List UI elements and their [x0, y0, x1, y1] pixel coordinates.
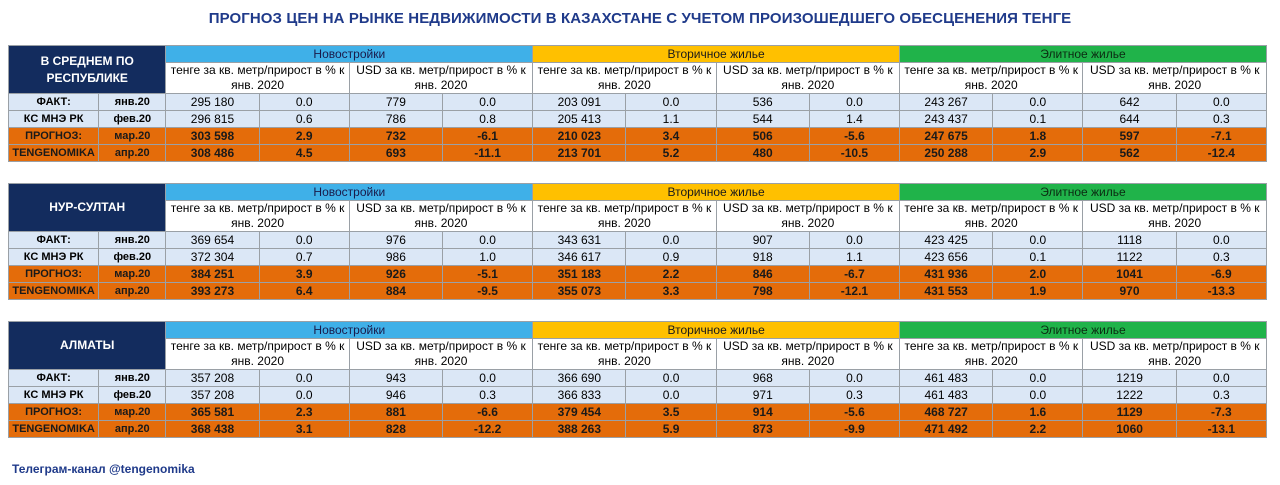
- table-cell: 873: [716, 421, 809, 438]
- table-cell: 343 631: [533, 232, 626, 249]
- table-row: [9, 249, 1267, 266]
- subheader-kzt: тенге за кв. метр/прирост в % к янв. 2020: [533, 339, 716, 370]
- table-row: [9, 404, 1267, 421]
- table-row: [9, 421, 1267, 438]
- table-cell: 2.0: [993, 266, 1083, 283]
- table-cell: 1219: [1083, 370, 1176, 387]
- table-cell: -9.5: [442, 283, 532, 300]
- table-cell: 461 483: [900, 387, 993, 404]
- table-cell: -5.6: [809, 128, 899, 145]
- table-cell: 0.0: [626, 94, 716, 111]
- table-cell: 0.0: [443, 370, 533, 387]
- subheader-usd: USD за кв. метр/прирост в % к янв. 2020: [716, 339, 899, 370]
- subheader-kzt: тенге за кв. метр/прирост в % к янв. 2020: [166, 339, 349, 370]
- table-cell: 461 483: [900, 370, 993, 387]
- row-source-label: КС МНЭ РК: [9, 111, 99, 128]
- table-cell: -5.6: [809, 404, 899, 421]
- table-cell: 368 438: [166, 421, 259, 438]
- row-source-label: TENGENOMIKA: [9, 421, 99, 438]
- subheader-kzt: тенге за кв. метр/прирост в % к янв. 2020: [900, 201, 1083, 232]
- table-cell: 0.8: [442, 111, 532, 128]
- row-month: янв.20: [99, 232, 166, 249]
- table-cell: 907: [716, 232, 809, 249]
- table-cell: 0.0: [259, 370, 349, 387]
- table-cell: 0.1: [993, 111, 1083, 128]
- subheader-kzt: тенге за кв. метр/прирост в % к янв. 2020: [533, 201, 716, 232]
- table-cell: 250 288: [900, 145, 993, 162]
- table-cell: 1.9: [993, 283, 1083, 300]
- table-cell: 351 183: [533, 266, 626, 283]
- table-cell: 732: [349, 128, 442, 145]
- region-name: НУР-СУЛТАН: [9, 184, 166, 232]
- table-cell: 471 492: [900, 421, 993, 438]
- table-cell: 642: [1083, 94, 1176, 111]
- table-cell: 1122: [1083, 249, 1176, 266]
- table-cell: 918: [716, 249, 809, 266]
- table-cell: 5.2: [626, 145, 716, 162]
- table-cell: 0.3: [1176, 111, 1266, 128]
- table-cell: 384 251: [166, 266, 259, 283]
- row-source-label: ФАКТ:: [9, 94, 99, 111]
- table-cell: 0.0: [626, 370, 716, 387]
- table-cell: 1.4: [809, 111, 899, 128]
- table-cell: 480: [716, 145, 809, 162]
- table-cell: 203 091: [533, 94, 626, 111]
- table-cell: 213 701: [533, 145, 626, 162]
- row-month: апр.20: [99, 421, 166, 438]
- row-source-label: ПРОГНОЗ:: [9, 266, 99, 283]
- table-cell: 0.3: [1176, 387, 1266, 404]
- table-cell: 303 598: [166, 128, 259, 145]
- table-cell: -12.2: [443, 421, 533, 438]
- table-cell: 0.3: [1176, 249, 1266, 266]
- table-cell: 379 454: [533, 404, 626, 421]
- table-cell: 1.0: [442, 249, 532, 266]
- table-cell: 976: [349, 232, 442, 249]
- table-cell: 3.4: [626, 128, 716, 145]
- subheader-kzt: тенге за кв. метр/прирост в % к янв. 2020: [900, 339, 1083, 370]
- table-cell: 296 815: [166, 111, 259, 128]
- table-cell: -12.1: [809, 283, 899, 300]
- table-cell: 366 690: [533, 370, 626, 387]
- row-month: янв.20: [99, 94, 166, 111]
- category-header-elitnoe: Элитное жилье: [900, 184, 1267, 201]
- table-cell: 369 654: [166, 232, 259, 249]
- table-cell: 779: [349, 94, 442, 111]
- table-cell: 1.1: [626, 111, 716, 128]
- table-cell: 3.1: [259, 421, 349, 438]
- table-cell: 295 180: [166, 94, 259, 111]
- table-cell: 0.0: [809, 94, 899, 111]
- table-cell: 0.0: [259, 387, 349, 404]
- table-cell: 0.6: [259, 111, 349, 128]
- subheader-usd: USD за кв. метр/прирост в % к янв. 2020: [716, 63, 899, 94]
- row-source-label: ПРОГНОЗ:: [9, 404, 99, 421]
- subheader-kzt: тенге за кв. метр/прирост в % к янв. 2020: [166, 63, 349, 94]
- table-cell: -7.3: [1176, 404, 1266, 421]
- table-cell: -6.6: [443, 404, 533, 421]
- table-cell: 562: [1083, 145, 1176, 162]
- table-cell: 431 553: [900, 283, 993, 300]
- region-name: В СРЕДНЕМ ПО РЕСПУБЛИКЕ: [9, 46, 166, 94]
- table-cell: 205 413: [533, 111, 626, 128]
- table-cell: 0.0: [809, 370, 899, 387]
- table-cell: 1060: [1083, 421, 1176, 438]
- price-table-block: [8, 45, 1267, 162]
- table-row: [9, 111, 1267, 128]
- table-cell: -9.9: [809, 421, 899, 438]
- table-cell: 357 208: [166, 387, 259, 404]
- category-header-novostroyki: Новостройки: [166, 46, 533, 63]
- subheader-kzt: тенге за кв. метр/прирост в % к янв. 2020: [166, 201, 349, 232]
- table-cell: 423 425: [900, 232, 993, 249]
- table-cell: 0.0: [626, 232, 716, 249]
- row-month: янв.20: [99, 370, 166, 387]
- row-month: апр.20: [99, 145, 166, 162]
- table-cell: 423 656: [900, 249, 993, 266]
- row-month: мар.20: [99, 404, 166, 421]
- table-cell: 881: [349, 404, 442, 421]
- region-name: АЛМАТЫ: [9, 322, 166, 370]
- table-cell: 468 727: [900, 404, 993, 421]
- table-cell: 2.9: [259, 128, 349, 145]
- table-cell: 372 304: [166, 249, 259, 266]
- row-source-label: TENGENOMIKA: [9, 283, 99, 300]
- row-source-label: ПРОГНОЗ:: [9, 128, 99, 145]
- table-cell: 3.9: [259, 266, 349, 283]
- table-cell: 536: [716, 94, 809, 111]
- subheader-usd: USD за кв. метр/прирост в % к янв. 2020: [716, 201, 899, 232]
- table-cell: 914: [716, 404, 809, 421]
- table-cell: 544: [716, 111, 809, 128]
- table-cell: 243 437: [900, 111, 993, 128]
- table-cell: 0.0: [993, 94, 1083, 111]
- table-cell: 597: [1083, 128, 1176, 145]
- row-source-label: ФАКТ:: [9, 370, 99, 387]
- table-cell: 0.0: [1176, 370, 1266, 387]
- table-cell: 786: [349, 111, 442, 128]
- table-cell: 0.0: [993, 232, 1083, 249]
- table-row: [9, 232, 1267, 249]
- table-cell: 506: [716, 128, 809, 145]
- subheader-usd: USD за кв. метр/прирост в % к янв. 2020: [1083, 339, 1267, 370]
- table-cell: 693: [349, 145, 442, 162]
- table-cell: 1.6: [993, 404, 1083, 421]
- table-cell: 1129: [1083, 404, 1176, 421]
- subheader-usd: USD за кв. метр/прирост в % к янв. 2020: [349, 201, 532, 232]
- table-cell: 970: [1083, 283, 1176, 300]
- table-cell: -11.1: [442, 145, 532, 162]
- price-table-block: [8, 183, 1267, 300]
- table-cell: 388 263: [533, 421, 626, 438]
- table-cell: 1222: [1083, 387, 1176, 404]
- table-cell: 986: [349, 249, 442, 266]
- table-cell: 0.0: [809, 232, 899, 249]
- table-cell: 846: [716, 266, 809, 283]
- table-cell: 968: [716, 370, 809, 387]
- table-cell: 828: [349, 421, 442, 438]
- table-cell: 1.8: [993, 128, 1083, 145]
- table-cell: 971: [716, 387, 809, 404]
- table-cell: -7.1: [1176, 128, 1266, 145]
- table-cell: 1118: [1083, 232, 1176, 249]
- table-cell: 6.4: [259, 283, 349, 300]
- table-cell: 1.1: [809, 249, 899, 266]
- table-cell: 0.0: [993, 387, 1083, 404]
- table-cell: 0.0: [993, 370, 1083, 387]
- table-cell: 0.0: [259, 94, 349, 111]
- row-source-label: КС МНЭ РК: [9, 249, 99, 266]
- table-cell: 365 581: [166, 404, 259, 421]
- table-row: [9, 145, 1267, 162]
- table-cell: 210 023: [533, 128, 626, 145]
- row-month: мар.20: [99, 266, 166, 283]
- table-cell: 0.0: [1176, 232, 1266, 249]
- category-header-novostroyki: Новостройки: [166, 322, 533, 339]
- row-source-label: ФАКТ:: [9, 232, 99, 249]
- subheader-usd: USD за кв. метр/прирост в % к янв. 2020: [349, 63, 532, 94]
- table-row: [9, 266, 1267, 283]
- row-source-label: TENGENOMIKA: [9, 145, 99, 162]
- table-cell: 0.0: [442, 232, 532, 249]
- table-cell: -12.4: [1176, 145, 1266, 162]
- table-cell: 431 936: [900, 266, 993, 283]
- row-source-label: КС МНЭ РК: [9, 387, 99, 404]
- category-header-vtorichnoe: Вторичное жилье: [533, 322, 900, 339]
- subheader-kzt: тенге за кв. метр/прирост в % к янв. 2020: [533, 63, 716, 94]
- table-cell: 2.2: [993, 421, 1083, 438]
- category-header-vtorichnoe: Вторичное жилье: [533, 184, 900, 201]
- table-cell: 943: [349, 370, 442, 387]
- table-cell: -6.7: [809, 266, 899, 283]
- telegram-channel-footer: Телеграм-канал @tengenomika: [12, 462, 195, 476]
- category-header-elitnoe: Элитное жилье: [900, 46, 1267, 63]
- table-row: [9, 283, 1267, 300]
- table-row: [9, 370, 1267, 387]
- table-cell: 2.9: [993, 145, 1083, 162]
- table-cell: -10.5: [809, 145, 899, 162]
- table-cell: 0.7: [259, 249, 349, 266]
- table-row: [9, 387, 1267, 404]
- row-month: фев.20: [99, 387, 166, 404]
- row-month: фев.20: [99, 111, 166, 128]
- page-title: ПРОГНОЗ ЦЕН НА РЫНКЕ НЕДВИЖИМОСТИ В КАЗАХСТАНЕ С УЧЕТОМ ПРОИЗОШЕДШЕГО ОБЕСЦЕНЕНИЯ ТЕНГЕ: [208, 10, 1072, 27]
- table-cell: -13.1: [1176, 421, 1266, 438]
- table-cell: 644: [1083, 111, 1176, 128]
- subheader-kzt: тенге за кв. метр/прирост в % к янв. 2020: [900, 63, 1083, 94]
- table-cell: 798: [716, 283, 809, 300]
- table-cell: -13.3: [1176, 283, 1266, 300]
- table-cell: 357 208: [166, 370, 259, 387]
- table-cell: 355 073: [533, 283, 626, 300]
- table-cell: 5.9: [626, 421, 716, 438]
- table-cell: -6.1: [442, 128, 532, 145]
- table-cell: 346 617: [533, 249, 626, 266]
- table-cell: -5.1: [442, 266, 532, 283]
- table-cell: 3.5: [626, 404, 716, 421]
- table-cell: 366 833: [533, 387, 626, 404]
- category-header-vtorichnoe: Вторичное жилье: [533, 46, 900, 63]
- table-cell: 0.0: [1176, 94, 1266, 111]
- table-cell: 393 273: [166, 283, 259, 300]
- subheader-usd: USD за кв. метр/прирост в % к янв. 2020: [1083, 63, 1267, 94]
- price-table-block: [8, 321, 1267, 438]
- table-cell: 1041: [1083, 266, 1176, 283]
- table-cell: 2.2: [626, 266, 716, 283]
- row-month: фев.20: [99, 249, 166, 266]
- table-cell: 4.5: [259, 145, 349, 162]
- table-cell: 0.0: [259, 232, 349, 249]
- table-cell: 946: [349, 387, 442, 404]
- table-cell: 884: [349, 283, 442, 300]
- table-cell: 0.1: [993, 249, 1083, 266]
- subheader-usd: USD за кв. метр/прирост в % к янв. 2020: [349, 339, 532, 370]
- table-cell: 3.3: [626, 283, 716, 300]
- table-cell: 0.3: [443, 387, 533, 404]
- table-cell: 0.3: [809, 387, 899, 404]
- table-cell: 0.0: [442, 94, 532, 111]
- table-cell: 0.0: [626, 387, 716, 404]
- subheader-usd: USD за кв. метр/прирост в % к янв. 2020: [1083, 201, 1267, 232]
- table-cell: 308 486: [166, 145, 259, 162]
- table-cell: 2.3: [259, 404, 349, 421]
- table-cell: 926: [349, 266, 442, 283]
- table-cell: -6.9: [1176, 266, 1266, 283]
- category-header-novostroyki: Новостройки: [166, 184, 533, 201]
- table-cell: 247 675: [900, 128, 993, 145]
- row-month: мар.20: [99, 128, 166, 145]
- table-cell: 0.9: [626, 249, 716, 266]
- table-cell: 243 267: [900, 94, 993, 111]
- row-month: апр.20: [99, 283, 166, 300]
- table-row: [9, 128, 1267, 145]
- table-row: [9, 94, 1267, 111]
- category-header-elitnoe: Элитное жилье: [900, 322, 1267, 339]
